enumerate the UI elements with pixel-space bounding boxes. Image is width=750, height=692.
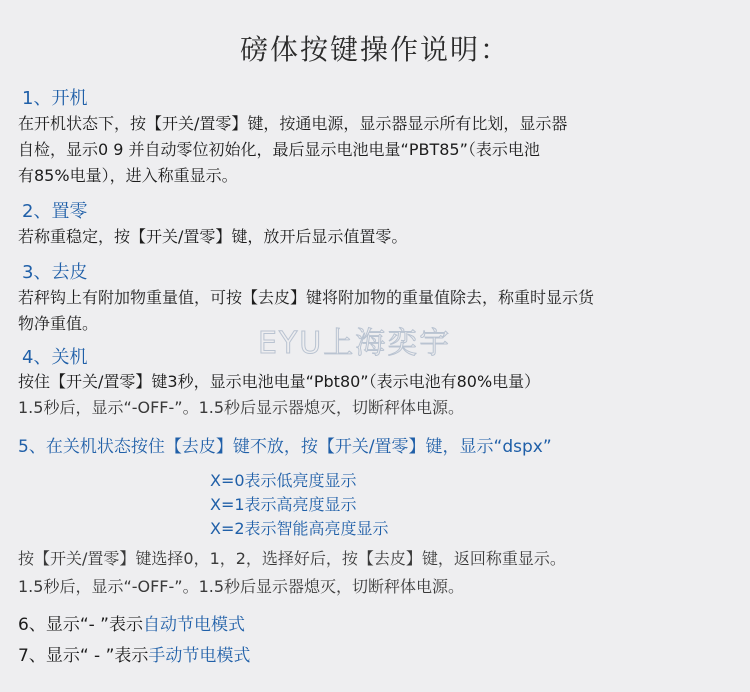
section-6-highlight: 自动节电模式	[142, 615, 245, 635]
section-1-line-3: 有85%电量），进入称重显示。	[18, 166, 238, 185]
option-x1: X=1表示高亮度显示	[210, 495, 357, 514]
section-3-line-1: 若秤钩上有附加物重量值，可按【去皮】键将附加物的重量值除去，称重时显示货	[18, 288, 595, 307]
section-5-line-1: 按【开关/置零】键选择0，1，2，选择好后，按【去皮】键，返回称重显示。	[18, 549, 566, 568]
section-1-heading: 1、开机	[22, 88, 88, 109]
watermark: EYU上海奕宇	[258, 326, 452, 361]
section-6	[18, 612, 738, 638]
section-4-heading: 4、关机	[22, 347, 88, 368]
section-1-line-2: 自检，显示0 9 并自动零位初始化，最后显示电池电量“PBT85”（表示电池	[18, 140, 540, 159]
section-3-line-2: 物净重值。	[18, 314, 99, 333]
section-6-prefix: 6、显示“- ”表示	[18, 615, 143, 635]
page-title: 磅体按键操作说明：	[239, 33, 510, 66]
option-x2: X=2表示智能高亮度显示	[210, 519, 389, 538]
section-7-prefix: 7、显示“ - ”表示	[18, 646, 149, 666]
section-1-line-1: 在开机状态下，按【开关/置零】键，按通电源，显示器显示所有比划，显示器	[18, 114, 568, 133]
section-2-heading: 2、置零	[22, 201, 88, 222]
section-5-line-2: 1.5秒后，显示“-OFF-”。1.5秒后显示器熄灭，切断秤体电源。	[18, 577, 465, 596]
section-4-line-1: 按住【开关/置零】键3秒，显示电池电量“Pbt80”（表示电池有80%电量）	[18, 372, 541, 391]
section-2-line-1: 若称重稳定，按【开关/置零】键，放开后显示值置零。	[18, 227, 408, 246]
option-x0: X=0表示低亮度显示	[210, 471, 357, 490]
section-3-heading: 3、去皮	[22, 262, 88, 283]
section-7	[18, 643, 738, 669]
section-5-heading: 5、在关机状态按住【去皮】键不放，按【开关/置零】键，显示“dspx”	[18, 437, 552, 457]
section-7-highlight: 手动节电模式	[148, 646, 251, 666]
section-4-line-2: 1.5秒后，显示“-OFF-”。1.5秒后显示器熄灭，切断秤体电源。	[18, 398, 465, 417]
